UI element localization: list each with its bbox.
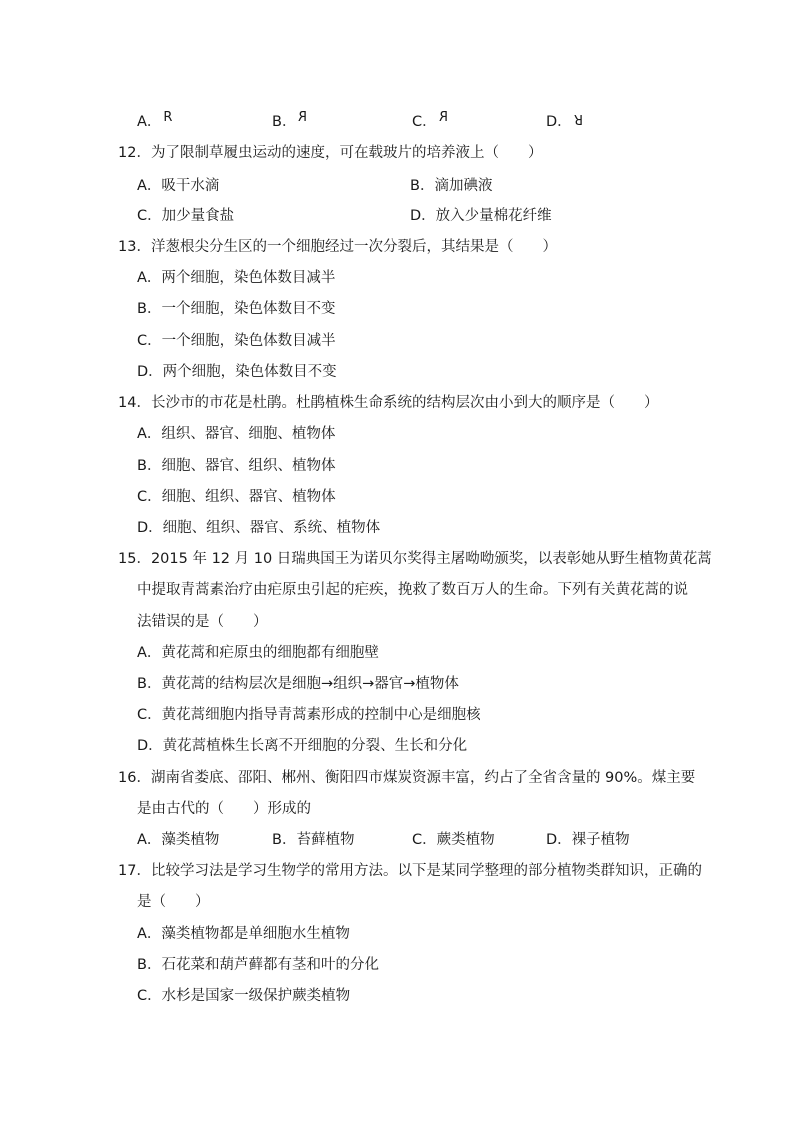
q11-option-d-glyph: R (573, 111, 583, 126)
q14-option-a: A．组织、器官、细胞、植物体 (137, 426, 336, 442)
q11-option-d (546, 108, 583, 132)
q14-option-d: D．细胞、组织、器官、系统、植物体 (137, 520, 381, 536)
q11-option-d-label: D． (546, 114, 572, 130)
q14-option-c: C．细胞、组织、器官、植物体 (137, 489, 336, 505)
q16-stem-line-2: 是由古代的（ ）形成的 (137, 801, 311, 817)
q13-stem: 13．洋葱根尖分生区的一个细胞经过一次分裂后，其结果是（ ） (118, 239, 557, 255)
q11-option-a-glyph: R (163, 110, 173, 125)
q17-option-a: A．藻类植物都是单细胞水生植物 (137, 926, 350, 942)
q16-stem-line-1: 16．湖南省娄底、邵阳、郴州、衡阳四市煤炭资源丰富，约占了全省含量的 90%。煤主要 (118, 770, 696, 786)
q15-option-a: A．黄花蒿和疟原虫的细胞都有细胞壁 (137, 645, 379, 661)
q16-option-b: B．苔藓植物 (272, 832, 355, 848)
q15-stem-line-3: 法错误的是（ ） (137, 614, 268, 630)
q15-option-d: D．黄花蒿植株生长离不开细胞的分裂、生长和分化 (137, 738, 468, 754)
q13-option-b: B．一个细胞，染色体数目不变 (137, 301, 336, 317)
q16-option-c: C．蕨类植物 (412, 832, 495, 848)
q17-stem-line-1: 17．比较学习法是学习生物学的常用方法。以下是某同学整理的部分植物类群知识，正确的 (118, 863, 702, 879)
q12-option-d: D．放入少量棉花纤维 (410, 208, 552, 224)
q16-option-d: D．裸子植物 (546, 832, 630, 848)
q12-option-b: B．滴加碘液 (410, 178, 493, 194)
q15-option-b: B．黄花蒿的结构层次是细胞→组织→器官→植物体 (137, 676, 459, 692)
q13-option-c: C．一个细胞，染色体数目减半 (137, 333, 336, 349)
q14-option-b: B．细胞、器官、组织、植物体 (137, 458, 336, 474)
q15-stem-line-1: 15．2015 年 12 月 10 日瑞典国王为诺贝尔奖得主屠呦呦颁奖，以表彰她从野生植物黄花蒿 (118, 551, 712, 567)
q13-option-a: A．两个细胞，染色体数目减半 (137, 270, 336, 286)
q14-stem: 14．长沙市的市花是杜鹃。杜鹃植株生命系统的结构层次由小到大的顺序是（ ） (118, 395, 659, 411)
q12-option-a: A．吸干水滴 (137, 178, 220, 194)
q11-option-c-glyph: R (438, 110, 448, 125)
q11-option-b (272, 108, 308, 132)
q11-option-a-label: A． (137, 114, 162, 130)
q16-option-a: A．藻类植物 (137, 832, 220, 848)
q11-option-a (137, 108, 172, 132)
q17-option-b: B．石花菜和葫芦藓都有茎和叶的分化 (137, 957, 379, 973)
q15-option-c: C．黄花蒿细胞内指导青蒿素形成的控制中心是细胞核 (137, 707, 481, 723)
q13-option-d: D．两个细胞，染色体数目不变 (137, 364, 337, 380)
q11-option-c-label: C． (412, 114, 437, 130)
q11-option-b-label: B． (272, 114, 297, 130)
q11-option-b-glyph: R (298, 110, 308, 125)
q12-option-c: C．加少量食盐 (137, 208, 235, 224)
q12-stem: 12．为了限制草履虫运动的速度，可在载玻片的培养液上（ ） (118, 145, 543, 161)
q17-option-c: C．水杉是国家一级保护蕨类植物 (137, 988, 351, 1004)
q11-option-c (412, 108, 448, 132)
q17-stem-line-2: 是（ ） (137, 894, 210, 910)
q15-stem-line-2: 中提取青蒿素治疗由疟原虫引起的疟疾，挽救了数百万人的生命。下列有关黄花蒿的说 (137, 582, 688, 598)
